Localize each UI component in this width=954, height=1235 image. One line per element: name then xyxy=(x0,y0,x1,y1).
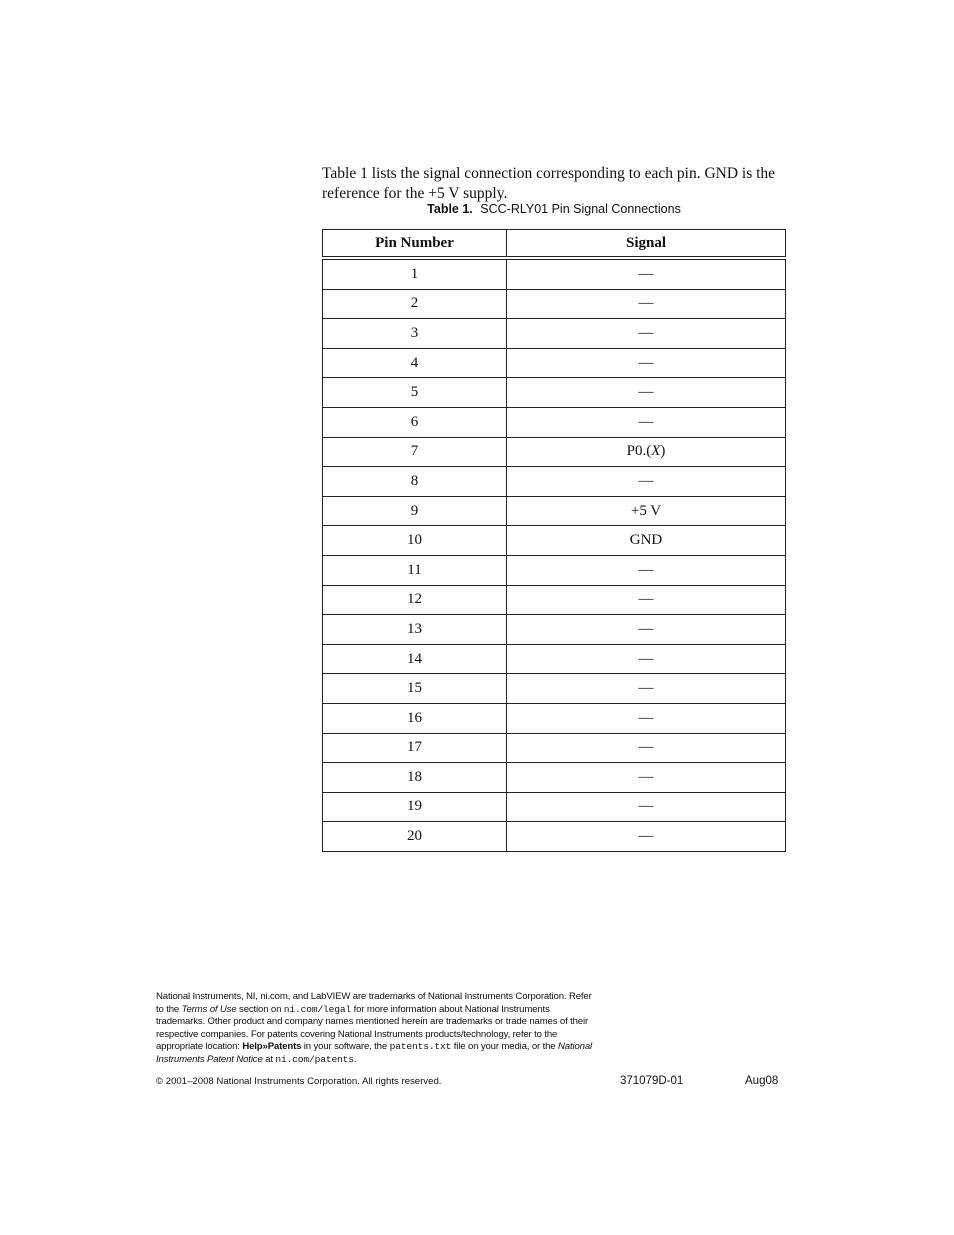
table-row xyxy=(323,763,786,793)
table-row xyxy=(323,733,786,763)
table-row xyxy=(323,496,786,526)
trademark-text-segment: Help»Patents xyxy=(242,1041,302,1053)
pin-number-cell: 10 xyxy=(323,526,507,556)
table-row xyxy=(323,644,786,674)
table-row xyxy=(323,289,786,319)
pin-number-cell: 19 xyxy=(323,792,507,822)
signal-cell: — xyxy=(507,407,786,437)
table-row xyxy=(323,585,786,615)
trademark-text-segment: file on your media, or the xyxy=(451,1041,558,1053)
signal-cell: — xyxy=(507,555,786,585)
table-row xyxy=(323,526,786,556)
table-row xyxy=(323,822,786,852)
pin-number-cell: 11 xyxy=(323,555,507,585)
signal-cell: — xyxy=(507,703,786,733)
pin-number-cell: 5 xyxy=(323,378,507,408)
pin-number-cell: 12 xyxy=(323,585,507,615)
revision-date: Aug08 xyxy=(745,1075,779,1087)
trademark-text-segment: Terms of Use xyxy=(181,1003,237,1015)
table-row xyxy=(323,258,786,289)
pin-number-cell: 7 xyxy=(323,437,507,467)
pin-number-cell: 17 xyxy=(323,733,507,763)
copyright-notice: © 2001–2008 National Instruments Corporation. All rights reserved. xyxy=(156,1076,442,1087)
pin-signal-table xyxy=(322,229,786,852)
trademark-notice xyxy=(156,991,596,1067)
trademark-text-segment: National Instruments Patent Notice xyxy=(156,1041,592,1065)
intro-paragraph: Table 1 lists the signal connection corresponding to each pin. GND is the reference for the +5 V supply. xyxy=(322,164,776,202)
pin-number-cell: 6 xyxy=(323,407,507,437)
signal-cell: — xyxy=(507,585,786,615)
table-row xyxy=(323,467,786,497)
signal-cell: — xyxy=(507,378,786,408)
signal-cell: — xyxy=(507,467,786,497)
table-caption xyxy=(322,202,786,216)
table-caption-title: SCC-RLY01 Pin Signal Connections xyxy=(480,202,681,216)
pin-number-cell: 1 xyxy=(323,258,507,289)
trademark-text-segment: ni.com/patents xyxy=(275,1053,354,1065)
pin-number-cell: 20 xyxy=(323,822,507,852)
table-row xyxy=(323,703,786,733)
pin-number-cell: 14 xyxy=(323,644,507,674)
signal-cell: — xyxy=(507,289,786,319)
table-row xyxy=(323,319,786,349)
table-row xyxy=(323,555,786,585)
signal-cell: — xyxy=(507,822,786,852)
signal-cell: — xyxy=(507,644,786,674)
trademark-text-segment: in your software, the xyxy=(301,1041,390,1053)
table-body xyxy=(323,258,786,851)
signal-cell: — xyxy=(507,674,786,704)
signal-cell: P0.(X) xyxy=(507,437,786,467)
trademark-text-segment: for more information about National Instruments trademarks. Other product and company names mentioned herein are trademarks or trade names of their respective companies. For patents covering National Instruments products/technology, refer to the appropriate location: xyxy=(156,1003,589,1053)
signal-cell: — xyxy=(507,319,786,349)
pin-number-cell: 16 xyxy=(323,703,507,733)
pin-number-cell: 4 xyxy=(323,348,507,378)
trademark-text-segment: . xyxy=(353,1053,357,1065)
pin-number-cell: 15 xyxy=(323,674,507,704)
table-row xyxy=(323,378,786,408)
trademark-text-segment: patents.txt xyxy=(389,1041,452,1053)
signal-cell: — xyxy=(507,763,786,793)
table-row xyxy=(323,615,786,645)
trademark-text-segment: at xyxy=(262,1053,276,1065)
trademark-text-segment: ni.com/legal xyxy=(283,1003,352,1015)
table-row xyxy=(323,407,786,437)
trademark-text-segment: National Instruments, NI, ni.com, and LabVIEW are trademarks of National Instruments Corporation. Refer to the xyxy=(156,991,592,1015)
pin-number-cell: 8 xyxy=(323,467,507,497)
pin-number-cell: 2 xyxy=(323,289,507,319)
signal-cell: — xyxy=(507,615,786,645)
table-row xyxy=(323,437,786,467)
table-row xyxy=(323,674,786,704)
part-number: 371079D-01 xyxy=(620,1075,684,1087)
signal-cell: — xyxy=(507,258,786,289)
header-signal: Signal xyxy=(507,230,786,259)
table-header-row xyxy=(323,230,786,259)
table-row xyxy=(323,348,786,378)
header-pin-number: Pin Number xyxy=(323,230,507,259)
signal-cell: — xyxy=(507,733,786,763)
table-caption-label: Table 1. xyxy=(427,202,473,216)
table-row xyxy=(323,792,786,822)
trademark-text-segment: section on xyxy=(236,1003,284,1015)
pin-number-cell: 9 xyxy=(323,496,507,526)
pin-number-cell: 18 xyxy=(323,763,507,793)
signal-cell: +5 V xyxy=(507,496,786,526)
signal-cell: GND xyxy=(507,526,786,556)
signal-cell: — xyxy=(507,792,786,822)
pin-number-cell: 13 xyxy=(323,615,507,645)
pin-number-cell: 3 xyxy=(323,319,507,349)
signal-cell: — xyxy=(507,348,786,378)
